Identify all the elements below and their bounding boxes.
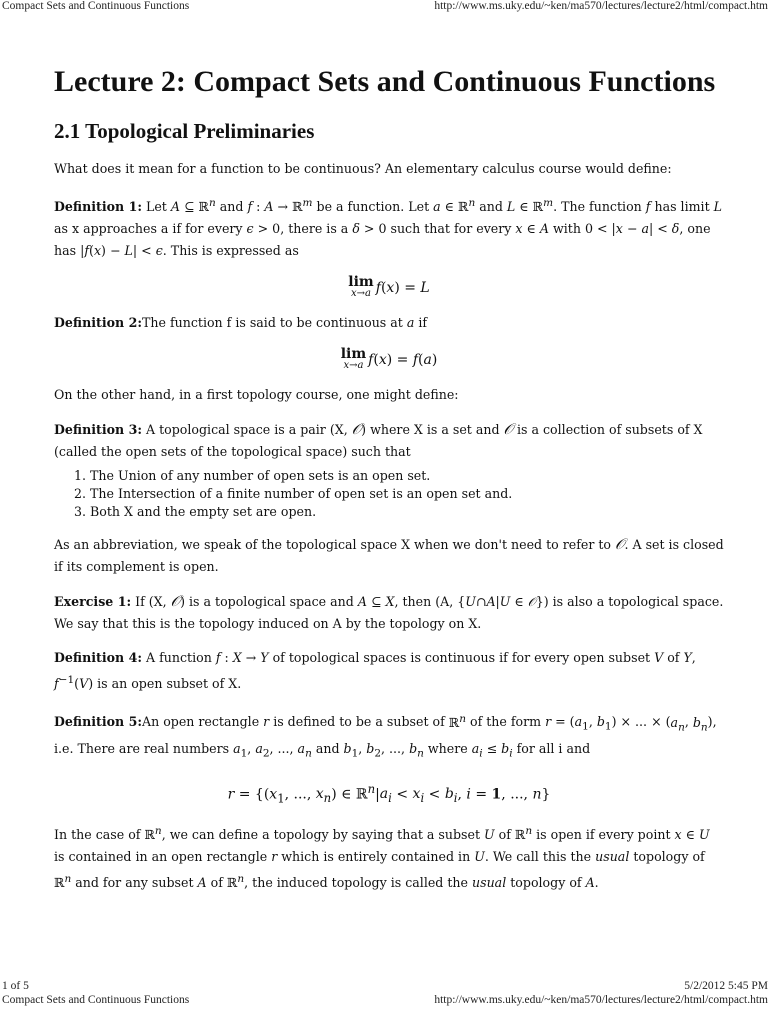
list-item: 3. Both X and the empty set are open.	[90, 503, 724, 521]
definition-2: Definition 2:The function f is said to be continuous at a if	[54, 315, 428, 331]
list-item: 1. The Union of any number of open sets is an open set.	[90, 467, 724, 485]
header-url[interactable]: http://www.ms.uky.edu/~ken/ma570/lectures/lecture2/html/compact.htm	[434, 0, 768, 12]
intro-paragraph: What does it mean for a function to be continuous? An elementary calculus course would define:	[54, 161, 672, 176]
document-body	[54, 60, 724, 894]
next-page-header	[0, 994, 768, 1008]
header-title: Compact Sets and Continuous Functions	[2, 0, 190, 12]
print-datetime: 5/2/2012 5:45 PM	[684, 980, 768, 992]
page-footer	[0, 980, 768, 994]
definition-5: Definition 5:An open rectangle r is defined to be a subset of ℝ$^n$ of the form $r = (a_1$, $b_1$) × ... × ($a_n$, $b_n$), i.e. There are real numbers $a_1$, $a_2$, ..., $a_n$ and $b_1$, $b_2$, ..., $b_n$ where $a_i \le b_i$ for all i and	[54, 712, 717, 760]
footer-title: Compact Sets and Continuous Functions	[2, 994, 190, 1006]
page-header	[0, 0, 768, 14]
other-paragraph: On the other hand, in a first topology course, one might define:	[54, 387, 459, 403]
exercise-1: Exercise 1: If (X, 𝒪) is a topological space and A ⊆ X, then (A, {U∩A|U ∈ 𝒪}) is also a topological space. We say that this is the topology induced on A by the topology on X.	[54, 592, 724, 632]
usual-topology-paragraph: In the case of ℝ$^n$, we can define a topology by saying that a subset U of ℝ$^n$ is open if every point x ∈ U is contained in an open rectangle r which is entirely contained in U. We call this the usual topology of ℝ$^n$ and for any subset A of ℝ$^n$, the induced topology is called the usual topology of A.	[54, 825, 710, 891]
limit-formula-1: lim x→a f(x) = L	[348, 274, 430, 300]
definition-3: Definition 3: A topological space is a pair (X, 𝒪) where X is a set and 𝒪 is a collection of subsets of X (called the open sets of the topological space) such that	[54, 420, 703, 460]
definition-4: Definition 4: A function f : X → Y of topological spaces is continuous if for every open subset V of Y, $f^{-1}(V)$ is an open subset of X.	[54, 650, 696, 692]
abbreviation-paragraph: As an abbreviation, we speak of the topological space X when we don't need to refer to 𝒪. A set is closed if its complement is open.	[54, 535, 724, 575]
limit-formula-2: lim x→a f(x) = f(a)	[340, 346, 438, 372]
section-title: 2.1 Topological Preliminaries	[54, 119, 315, 143]
page-count: 1 of 5	[2, 980, 29, 992]
open-set-axioms-list	[54, 467, 724, 521]
rectangle-formula: $r = \{(x_1$, ..., $x_n$) ∈ $ℝ^n|a_i < x_i < b_i$, i = 1, ..., n}	[227, 781, 551, 806]
definition-1: Definition 1: Let A ⊆ ℝ$^n$ and f : A → ℝ$^m$ be a function. Let a ∈ ℝ$^n$ and L ∈ ℝ$^m$. The function f has limit L as x approaches a if for every ϵ > 0, there is a δ > 0 such that for every x ∈ A with 0 < |x − a| < δ, one has |f(x) − L| < ϵ. This is expressed as	[54, 197, 723, 259]
list-item: 2. The Intersection of a finite number of open set is an open set and.	[90, 485, 724, 503]
footer-url[interactable]: http://www.ms.uky.edu/~ken/ma570/lectures/lecture2/html/compact.htm	[434, 994, 768, 1006]
page-title: Lecture 2: Compact Sets and Continuous Functions	[54, 65, 716, 98]
